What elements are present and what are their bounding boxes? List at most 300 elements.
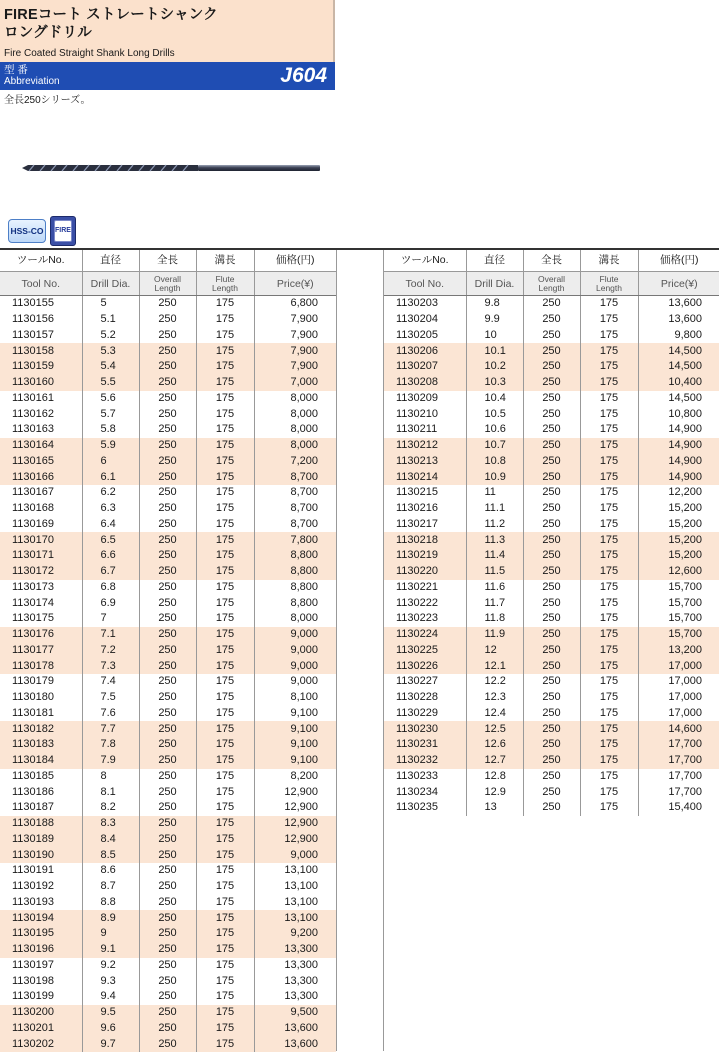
diameter-cell: 7.5 — [82, 690, 139, 706]
flute-length-cell: 175 — [196, 800, 254, 816]
price-cell: 7,200 — [254, 454, 336, 470]
price-cell: 15,200 — [638, 517, 719, 533]
diameter-cell: 5.9 — [82, 438, 139, 454]
flute-length-cell: 175 — [196, 863, 254, 879]
overall-length-cell: 250 — [139, 580, 196, 596]
overall-length-cell: 250 — [139, 690, 196, 706]
overall-length-cell: 250 — [139, 595, 196, 611]
overall-length-cell: 250 — [523, 706, 580, 722]
flute-length-cell: 175 — [196, 879, 254, 895]
overall-length-cell: 250 — [523, 595, 580, 611]
price-cell: 13,100 — [254, 910, 336, 926]
diameter-cell: 5.7 — [82, 406, 139, 422]
tool-no-cell: 1130233 — [384, 769, 466, 785]
tool-no-cell: 1130179 — [0, 674, 82, 690]
price-cell: 8,700 — [254, 485, 336, 501]
price-cell: 9,100 — [254, 737, 336, 753]
price-cell: 9,100 — [254, 753, 336, 769]
tool-no-cell: 1130183 — [0, 737, 82, 753]
flute-length-cell: 175 — [196, 375, 254, 391]
flute-length-cell: 175 — [580, 753, 638, 769]
flute-length-cell: 175 — [196, 627, 254, 643]
tool-no-cell: 1130189 — [0, 832, 82, 848]
table-row — [384, 438, 719, 454]
flute-length-cell: 175 — [580, 580, 638, 596]
overall-length-cell: 250 — [139, 312, 196, 328]
diameter-cell: 12.9 — [466, 784, 523, 800]
price-cell: 9,000 — [254, 627, 336, 643]
table-row — [384, 721, 719, 737]
header-row-english — [384, 272, 719, 296]
product-code: J604 — [280, 62, 327, 90]
flute-length-cell: 175 — [580, 706, 638, 722]
price-cell: 8,000 — [254, 438, 336, 454]
header-flute-length: 溝長 — [580, 250, 638, 272]
diameter-cell: 12.7 — [466, 753, 523, 769]
tool-no-cell: 1130162 — [0, 406, 82, 422]
tool-no-cell: 1130211 — [384, 422, 466, 438]
table-row — [384, 753, 719, 769]
diameter-cell: 10.3 — [466, 375, 523, 391]
price-cell: 12,900 — [254, 816, 336, 832]
table-body-right — [384, 296, 719, 816]
diameter-cell: 9.3 — [82, 973, 139, 989]
price-cell: 17,700 — [638, 737, 719, 753]
tool-no-cell: 1130172 — [0, 564, 82, 580]
table-row — [384, 343, 719, 359]
table-row — [384, 422, 719, 438]
price-cell: 14,500 — [638, 359, 719, 375]
price-cell: 13,300 — [254, 973, 336, 989]
overall-length-cell: 250 — [139, 879, 196, 895]
table-row — [0, 674, 336, 690]
drill-illustration — [18, 160, 322, 176]
header-tool-no: ツールNo. — [0, 250, 82, 272]
diameter-cell: 10.6 — [466, 422, 523, 438]
table-row — [0, 580, 336, 596]
overall-length-cell: 250 — [139, 784, 196, 800]
tool-no-cell: 1130185 — [0, 769, 82, 785]
diameter-cell: 12.4 — [466, 706, 523, 722]
price-cell: 9,000 — [254, 674, 336, 690]
table-row — [384, 674, 719, 690]
tool-no-cell: 1130215 — [384, 485, 466, 501]
table-row — [384, 469, 719, 485]
table-row — [0, 769, 336, 785]
diameter-cell: 6.2 — [82, 485, 139, 501]
diameter-cell: 11.2 — [466, 517, 523, 533]
tool-no-cell: 1130163 — [0, 422, 82, 438]
price-cell: 14,900 — [638, 422, 719, 438]
table-row — [384, 595, 719, 611]
tool-no-cell: 1130194 — [0, 910, 82, 926]
table-row — [384, 564, 719, 580]
overall-length-cell: 250 — [523, 469, 580, 485]
tool-no-cell: 1130164 — [0, 438, 82, 454]
abbreviation-label-japanese: 型 番 — [4, 64, 28, 76]
flute-length-cell: 175 — [580, 643, 638, 659]
overall-length-cell: 250 — [139, 328, 196, 344]
tool-no-cell: 1130232 — [384, 753, 466, 769]
tool-no-cell: 1130174 — [0, 595, 82, 611]
price-cell: 10,800 — [638, 406, 719, 422]
overall-length-cell: 250 — [523, 721, 580, 737]
price-cell: 14,900 — [638, 438, 719, 454]
drill-shank — [198, 165, 320, 171]
flute-length-cell: 175 — [196, 643, 254, 659]
price-cell: 8,700 — [254, 517, 336, 533]
table-row — [0, 627, 336, 643]
price-cell: 14,900 — [638, 469, 719, 485]
diameter-cell: 7.7 — [82, 721, 139, 737]
price-cell: 14,600 — [638, 721, 719, 737]
tool-no-cell: 1130226 — [384, 658, 466, 674]
table-row — [0, 895, 336, 911]
diameter-cell: 7.8 — [82, 737, 139, 753]
tool-no-cell: 1130234 — [384, 784, 466, 800]
diameter-cell: 9.1 — [82, 942, 139, 958]
diameter-cell: 9.4 — [82, 989, 139, 1005]
flute-length-cell: 175 — [196, 501, 254, 517]
tool-no-cell: 1130224 — [384, 627, 466, 643]
price-cell: 12,600 — [638, 564, 719, 580]
price-cell: 17,000 — [638, 706, 719, 722]
price-cell: 15,200 — [638, 501, 719, 517]
tool-no-cell: 1130178 — [0, 658, 82, 674]
flute-length-cell: 175 — [196, 832, 254, 848]
table-row — [0, 816, 336, 832]
diameter-cell: 11.6 — [466, 580, 523, 596]
overall-length-cell: 250 — [139, 958, 196, 974]
header-flute-length: 溝長 — [196, 250, 254, 272]
diameter-cell: 8.5 — [82, 847, 139, 863]
flute-length-cell: 175 — [196, 454, 254, 470]
overall-length-cell: 250 — [523, 391, 580, 407]
flute-length-cell: 175 — [196, 973, 254, 989]
diameter-cell: 12.6 — [466, 737, 523, 753]
price-cell: 10,400 — [638, 375, 719, 391]
hss-co-badge-icon: HSS-CO — [8, 219, 46, 243]
diameter-cell: 7.2 — [82, 643, 139, 659]
overall-length-cell: 250 — [523, 643, 580, 659]
flute-length-cell: 175 — [580, 674, 638, 690]
header-tool-no-en: Tool No. — [0, 272, 82, 296]
flute-length-cell: 175 — [196, 422, 254, 438]
table-row — [0, 737, 336, 753]
diameter-cell: 5.3 — [82, 343, 139, 359]
overall-length-cell: 250 — [139, 454, 196, 470]
table-row — [0, 517, 336, 533]
tool-no-cell: 1130217 — [384, 517, 466, 533]
flute-length-cell: 175 — [196, 595, 254, 611]
header-diameter: 直径 — [466, 250, 523, 272]
flute-length-cell: 175 — [580, 721, 638, 737]
overall-length-cell: 250 — [139, 1021, 196, 1037]
table-row — [384, 580, 719, 596]
flute-length-cell: 175 — [580, 469, 638, 485]
overall-length-cell: 250 — [139, 800, 196, 816]
table-row — [384, 737, 719, 753]
diameter-cell: 12 — [466, 643, 523, 659]
table-row — [0, 989, 336, 1005]
header-diameter-en: Drill Dia. — [82, 272, 139, 296]
price-cell: 17,000 — [638, 674, 719, 690]
tool-no-cell: 1130202 — [0, 1036, 82, 1052]
overall-length-cell: 250 — [139, 422, 196, 438]
flute-length-cell: 175 — [196, 784, 254, 800]
flute-length-cell: 175 — [580, 454, 638, 470]
price-cell: 9,000 — [254, 847, 336, 863]
header-row-japanese — [384, 250, 719, 272]
table-row — [0, 564, 336, 580]
table-row — [384, 611, 719, 627]
flute-length-cell: 175 — [580, 422, 638, 438]
price-cell: 13,600 — [254, 1036, 336, 1052]
table-row — [0, 958, 336, 974]
table-row — [0, 800, 336, 816]
overall-length-cell: 250 — [139, 1005, 196, 1021]
header-row-english — [0, 272, 336, 296]
flute-length-cell: 175 — [196, 737, 254, 753]
table-row — [0, 406, 336, 422]
overall-length-cell: 250 — [139, 706, 196, 722]
overall-length-cell: 250 — [523, 343, 580, 359]
diameter-cell: 6.9 — [82, 595, 139, 611]
table-row — [0, 973, 336, 989]
header-tool-no: ツールNo. — [384, 250, 466, 272]
tool-no-cell: 1130221 — [384, 580, 466, 596]
price-cell: 13,300 — [254, 958, 336, 974]
table-row — [384, 517, 719, 533]
tool-no-cell: 1130201 — [0, 1021, 82, 1037]
overall-length-cell: 250 — [523, 658, 580, 674]
table-row — [0, 1036, 336, 1052]
price-cell: 15,200 — [638, 532, 719, 548]
header-overall-length: 全長 — [139, 250, 196, 272]
table-row — [0, 469, 336, 485]
price-cell: 15,400 — [638, 800, 719, 816]
overall-length-cell: 250 — [139, 847, 196, 863]
price-cell: 8,800 — [254, 548, 336, 564]
flute-length-cell: 175 — [196, 690, 254, 706]
overall-length-cell: 250 — [139, 989, 196, 1005]
product-table-area — [0, 248, 719, 1051]
table-row — [0, 391, 336, 407]
flute-length-cell: 175 — [196, 847, 254, 863]
flute-length-cell: 175 — [580, 485, 638, 501]
flute-length-cell: 175 — [580, 406, 638, 422]
table-row — [384, 784, 719, 800]
table-row — [0, 485, 336, 501]
diameter-cell: 6.4 — [82, 517, 139, 533]
tool-no-cell: 1130228 — [384, 690, 466, 706]
tool-no-cell: 1130212 — [384, 438, 466, 454]
tool-no-cell: 1130181 — [0, 706, 82, 722]
overall-length-cell: 250 — [139, 910, 196, 926]
price-cell: 8,800 — [254, 564, 336, 580]
diameter-cell: 12.5 — [466, 721, 523, 737]
overall-length-cell: 250 — [139, 485, 196, 501]
overall-length-cell: 250 — [523, 737, 580, 753]
price-cell: 8,700 — [254, 501, 336, 517]
flute-length-cell: 175 — [196, 1005, 254, 1021]
table-row — [384, 706, 719, 722]
tool-no-cell: 1130166 — [0, 469, 82, 485]
fire-badge-label: FIRE — [54, 220, 72, 242]
price-cell: 13,200 — [638, 643, 719, 659]
diameter-cell: 10.2 — [466, 359, 523, 375]
price-cell: 8,700 — [254, 469, 336, 485]
flute-length-cell: 175 — [196, 548, 254, 564]
table-row — [384, 532, 719, 548]
table-row — [0, 658, 336, 674]
price-cell: 14,900 — [638, 454, 719, 470]
table-row — [384, 328, 719, 344]
diameter-cell: 7.6 — [82, 706, 139, 722]
flute-length-cell: 175 — [196, 406, 254, 422]
flute-length-cell: 175 — [196, 343, 254, 359]
overall-length-cell: 250 — [523, 753, 580, 769]
flute-length-cell: 175 — [580, 296, 638, 312]
tool-no-cell: 1130171 — [0, 548, 82, 564]
price-cell: 9,800 — [638, 328, 719, 344]
overall-length-cell: 250 — [523, 532, 580, 548]
table-row — [384, 454, 719, 470]
diameter-cell: 10.7 — [466, 438, 523, 454]
flute-length-cell: 175 — [196, 611, 254, 627]
tool-no-cell: 1130206 — [384, 343, 466, 359]
tool-no-cell: 1130176 — [0, 627, 82, 643]
header-price: 価格(円) — [638, 250, 719, 272]
table-row — [0, 501, 336, 517]
overall-length-cell: 250 — [139, 973, 196, 989]
overall-length-cell: 250 — [139, 501, 196, 517]
diameter-cell: 12.3 — [466, 690, 523, 706]
table-row — [0, 643, 336, 659]
price-cell: 8,000 — [254, 391, 336, 407]
diameter-cell: 11.3 — [466, 532, 523, 548]
overall-length-cell: 250 — [523, 438, 580, 454]
flute-length-cell: 175 — [196, 1036, 254, 1052]
tool-no-cell: 1130198 — [0, 973, 82, 989]
flute-length-cell: 175 — [580, 627, 638, 643]
flute-length-cell: 175 — [196, 769, 254, 785]
product-table — [384, 250, 719, 816]
table-row — [0, 611, 336, 627]
table-row — [0, 784, 336, 800]
table-row — [384, 800, 719, 816]
diameter-cell: 10.9 — [466, 469, 523, 485]
diameter-cell: 6.8 — [82, 580, 139, 596]
overall-length-cell: 250 — [139, 674, 196, 690]
overall-length-cell: 250 — [523, 548, 580, 564]
tool-no-cell: 1130193 — [0, 895, 82, 911]
tool-no-cell: 1130203 — [384, 296, 466, 312]
diameter-cell: 11.4 — [466, 548, 523, 564]
header-overall-length: 全長 — [523, 250, 580, 272]
flute-length-cell: 175 — [196, 895, 254, 911]
price-cell: 7,900 — [254, 343, 336, 359]
tool-no-cell: 1130209 — [384, 391, 466, 407]
diameter-cell: 11.9 — [466, 627, 523, 643]
price-cell: 12,900 — [254, 784, 336, 800]
price-cell: 8,800 — [254, 595, 336, 611]
tool-no-cell: 1130157 — [0, 328, 82, 344]
overall-length-cell: 250 — [139, 391, 196, 407]
table-row — [0, 548, 336, 564]
price-cell: 9,200 — [254, 926, 336, 942]
table-row — [384, 690, 719, 706]
overall-length-cell: 250 — [139, 863, 196, 879]
table-row — [0, 942, 336, 958]
overall-length-cell: 250 — [523, 422, 580, 438]
price-cell: 8,000 — [254, 406, 336, 422]
diameter-cell: 10 — [466, 328, 523, 344]
flute-length-cell: 175 — [196, 926, 254, 942]
tool-no-cell: 1130199 — [0, 989, 82, 1005]
flute-length-cell: 175 — [580, 517, 638, 533]
overall-length-cell: 250 — [139, 438, 196, 454]
price-cell: 8,800 — [254, 580, 336, 596]
flute-length-cell: 175 — [196, 580, 254, 596]
diameter-cell: 8.4 — [82, 832, 139, 848]
flute-length-cell: 175 — [580, 690, 638, 706]
flute-length-cell: 175 — [580, 359, 638, 375]
header-tool-no-en: Tool No. — [384, 272, 466, 296]
diameter-cell: 11.7 — [466, 595, 523, 611]
diameter-cell: 7.9 — [82, 753, 139, 769]
flute-length-cell: 175 — [580, 438, 638, 454]
overall-length-cell: 250 — [139, 737, 196, 753]
overall-length-cell: 250 — [139, 375, 196, 391]
tool-no-cell: 1130213 — [384, 454, 466, 470]
flute-length-cell: 175 — [196, 469, 254, 485]
flute-length-cell: 175 — [196, 721, 254, 737]
overall-length-cell: 250 — [523, 690, 580, 706]
diameter-cell: 9.8 — [466, 296, 523, 312]
diameter-cell: 5 — [82, 296, 139, 312]
price-cell: 9,000 — [254, 643, 336, 659]
diameter-cell: 12.2 — [466, 674, 523, 690]
diameter-cell: 9.9 — [466, 312, 523, 328]
table-row — [0, 910, 336, 926]
table-row — [0, 438, 336, 454]
table-row — [384, 643, 719, 659]
price-cell: 8,000 — [254, 611, 336, 627]
diameter-cell: 12.1 — [466, 658, 523, 674]
header-diameter: 直径 — [82, 250, 139, 272]
flute-length-cell: 175 — [196, 958, 254, 974]
price-cell: 15,700 — [638, 627, 719, 643]
tool-no-cell: 1130160 — [0, 375, 82, 391]
header-diameter-en: Drill Dia. — [466, 272, 523, 296]
flute-length-cell: 175 — [196, 989, 254, 1005]
title-japanese: FIREコート ストレートシャンク ロングドリル — [4, 6, 218, 42]
diameter-cell: 5.6 — [82, 391, 139, 407]
table-row — [0, 375, 336, 391]
overall-length-cell: 250 — [139, 469, 196, 485]
table-row — [384, 501, 719, 517]
overall-length-cell: 250 — [139, 548, 196, 564]
tool-no-cell: 1130159 — [0, 359, 82, 375]
price-cell: 13,100 — [254, 863, 336, 879]
tool-no-cell: 1130230 — [384, 721, 466, 737]
table-row — [384, 391, 719, 407]
overall-length-cell: 250 — [139, 517, 196, 533]
tool-no-cell: 1130175 — [0, 611, 82, 627]
flute-length-cell: 175 — [196, 753, 254, 769]
diameter-cell: 11.5 — [466, 564, 523, 580]
